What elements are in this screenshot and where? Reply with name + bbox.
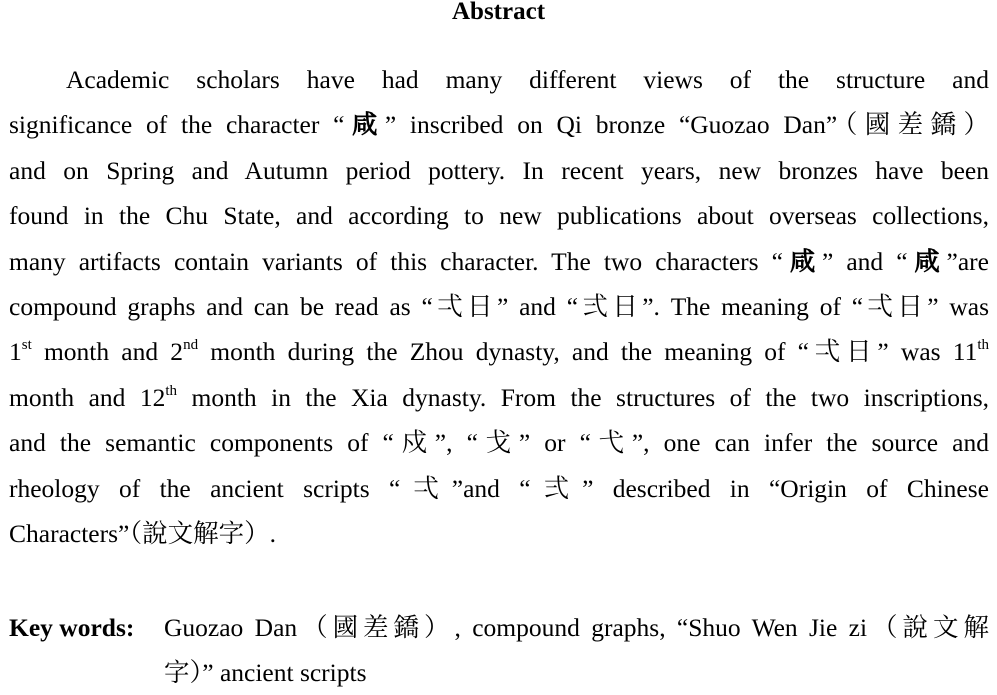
keywords-value-line1: Guozao Dan（國差鐈）, compound graphs, “Shuo Wen Jie zi（說文解: [164, 613, 989, 642]
ordinal-superscript: st: [21, 337, 32, 354]
keywords-label-text: Key words: [9, 613, 126, 642]
abstract-text: and the semantic components of “戍”, “戈” or “弋”, one can infer the source and: [9, 428, 989, 458]
abstract-line-11: [9, 511, 989, 556]
abstract-line-5: [9, 239, 989, 284]
abstract-text: ” and “: [821, 246, 908, 276]
abstract-text: 1: [9, 337, 22, 367]
abstract-text: significance of the character “: [9, 110, 345, 140]
abstract-text: month and 2: [31, 337, 184, 367]
keywords-row: [9, 605, 989, 650]
abstract-text: month and 12: [9, 382, 166, 412]
abstract-text: ”are: [946, 246, 989, 276]
ancient-character: 咸: [907, 246, 947, 276]
ordinal-superscript: th: [165, 382, 178, 399]
abstract-text: found in the Chu State, and according to new publications about overseas collections,: [9, 201, 989, 231]
abstract-text: Characters”（說文解字）.: [9, 518, 276, 548]
keywords-label: [9, 605, 164, 650]
abstract-line-7: [9, 329, 989, 374]
abstract-text: rheology of the ancient scripts “弌”and “弍” described in “Origin of Chinese: [9, 473, 989, 503]
keywords-section: [9, 605, 989, 695]
abstract-text: month during the Zhou dynasty, and the meaning of “弌日” was 11: [198, 337, 978, 367]
abstract-text: ” inscribed on Qi bronze “Guozao Dan”（國差鐈）: [384, 110, 989, 140]
abstract-line-1: [9, 57, 989, 102]
abstract-text: Academic scholars have had many different views of the structure and: [66, 65, 989, 94]
abstract-line-8: [9, 375, 989, 420]
abstract-line-2: [9, 102, 989, 147]
abstract-line-3: [9, 148, 989, 193]
abstract-line-10: [9, 466, 989, 511]
ancient-character: 咸: [783, 246, 822, 276]
keywords-value-line2: 字）” ancient scripts: [164, 658, 367, 687]
abstract-body: [9, 57, 989, 556]
abstract-line-9: [9, 420, 989, 465]
abstract-line-4: [9, 193, 989, 238]
ordinal-superscript: nd: [183, 337, 199, 354]
abstract-text: month in the Xia dynasty. From the structures of the two inscriptions,: [177, 382, 989, 412]
ancient-character: 咸: [344, 110, 385, 140]
abstract-text: and on Spring and Autumn period pottery. In recent years, new bronzes have been: [9, 155, 989, 185]
abstract-title: Abstract: [451, 0, 546, 25]
abstract-text: compound graphs and can be read as “弌日” and “弍日”. The meaning of “弌日” was: [9, 291, 989, 321]
abstract-line-6: [9, 284, 989, 329]
ordinal-superscript: th: [977, 337, 989, 354]
abstract-text: many artifacts contain variants of this character. The two characters “: [9, 246, 783, 276]
keywords-colon: :: [125, 613, 135, 642]
